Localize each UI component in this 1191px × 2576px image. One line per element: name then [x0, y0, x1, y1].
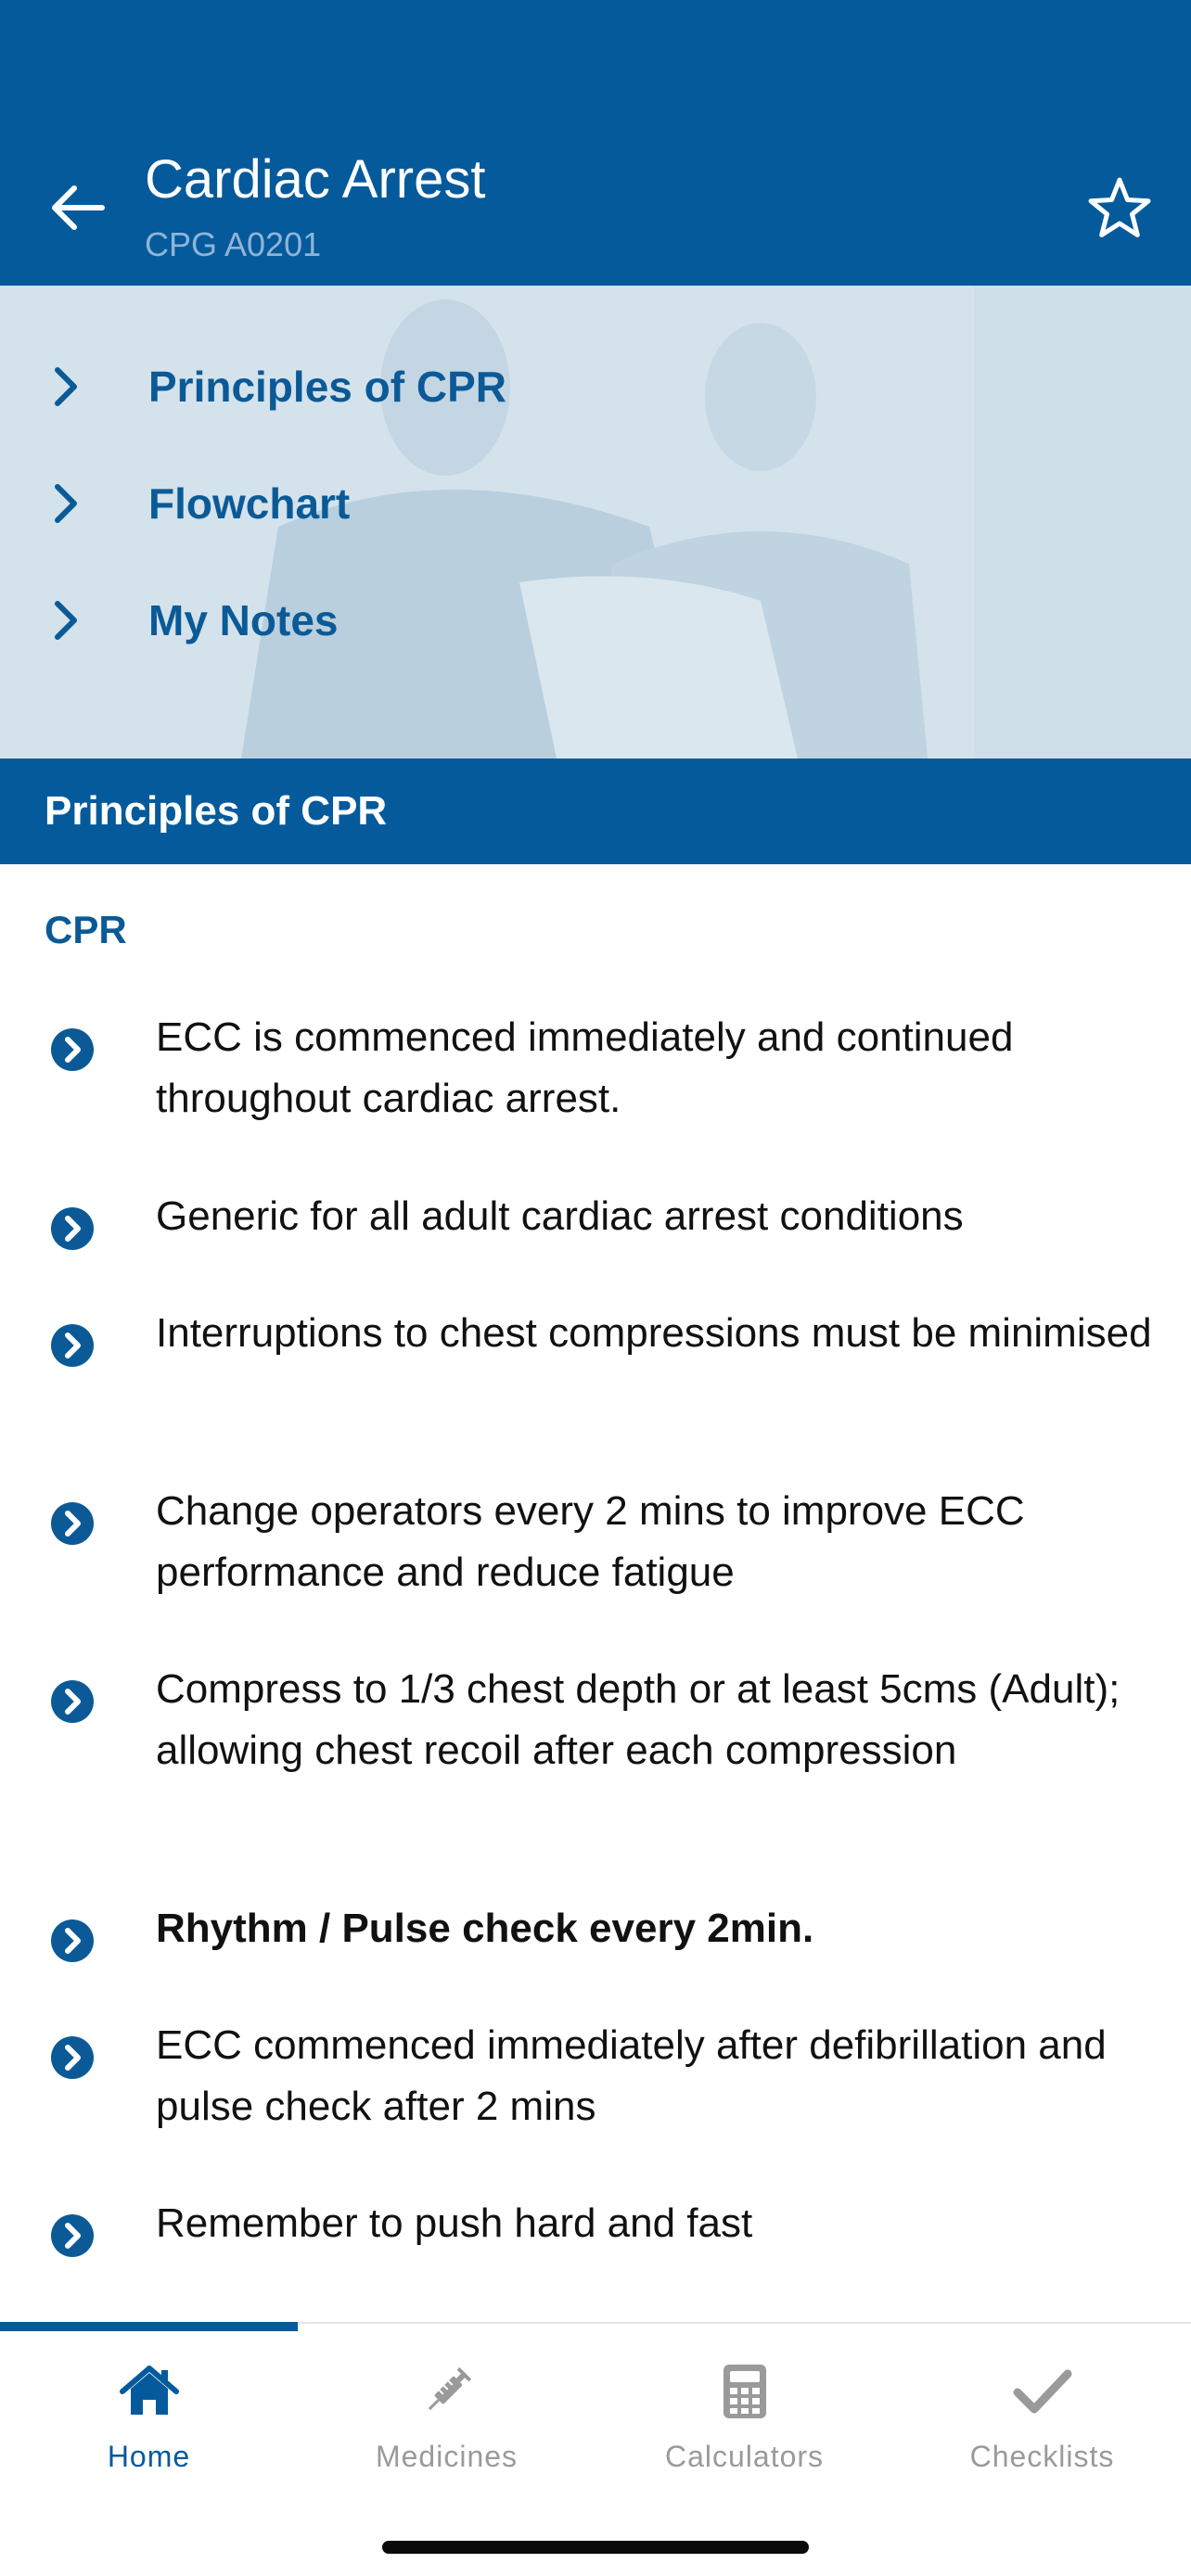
favorite-star-icon[interactable] [1085, 174, 1154, 243]
tab-label: Calculators [664, 2440, 825, 2473]
list-item-text: ECC is commenced immediately and continued throughout cardiac arrest. [156, 1014, 1014, 1121]
list-item-text: ECC commenced immediately after defibrillation and pulse check after 2 mins [156, 2022, 1107, 2129]
content-area[interactable] [0, 864, 1191, 2322]
back-arrow-icon[interactable] [45, 174, 111, 241]
chevron-right-icon [48, 597, 85, 644]
chevron-circle-icon [50, 1323, 95, 1368]
list-item-text: Rhythm / Pulse check every 2min. [156, 1906, 814, 1951]
tab-label: Checklists [969, 2440, 1115, 2473]
home-indicator-bar [382, 2541, 809, 2554]
chevron-circle-icon [50, 1206, 95, 1251]
tab-home[interactable] [0, 2352, 298, 2481]
page-subtitle: CPG A0201 [145, 225, 322, 263]
hero-item-label: Principles of CPR [148, 363, 506, 411]
hero-nav-panel [0, 286, 1191, 759]
list-item-text: Remember to push hard and fast [156, 2200, 753, 2246]
syringe-icon [416, 2361, 478, 2422]
hero-item-label: My Notes [148, 596, 339, 644]
tab-label: Medicines [375, 2440, 519, 2473]
chevron-circle-icon [50, 1679, 95, 1724]
chevron-circle-icon [50, 1027, 95, 1072]
checkmark-icon [1012, 2361, 1073, 2422]
tab-label: Home [107, 2440, 191, 2473]
app-header [0, 0, 1191, 286]
list-item-text: Compress to 1/3 chest depth or at least 5cms (Adult); allowing chest recoil after each compression [156, 1666, 1121, 1773]
chevron-right-icon [48, 363, 85, 410]
hero-item-principles-of-cpr[interactable] [0, 336, 1191, 438]
chevron-circle-icon [50, 1501, 95, 1546]
hero-item-my-notes[interactable] [0, 569, 1191, 671]
chevron-right-icon [48, 480, 85, 527]
chevron-circle-icon [50, 2035, 95, 2080]
hero-item-flowchart[interactable] [0, 453, 1191, 555]
section-title: Principles of CPR [45, 788, 388, 834]
chevron-circle-icon [50, 1919, 95, 1963]
active-tab-indicator [0, 2322, 298, 2331]
bottom-tab-bar [0, 2322, 1191, 2576]
calculator-icon [714, 2361, 775, 2422]
list-item-text: Change operators every 2 mins to improve ECC performance and reduce fatigue [156, 1488, 1025, 1595]
tab-checklists[interactable] [893, 2352, 1191, 2481]
tab-medicines[interactable] [298, 2352, 596, 2481]
page-title: Cardiac Arrest [145, 149, 486, 210]
section-title-bar [0, 759, 1191, 864]
home-icon [119, 2361, 180, 2422]
list-item-text: Generic for all adult cardiac arrest conditions [156, 1193, 964, 1239]
chevron-circle-icon [50, 2213, 95, 2258]
sub-heading: CPR [45, 908, 127, 951]
hero-item-label: Flowchart [148, 479, 351, 528]
list-item-text: Interruptions to chest compressions must be minimised [156, 1310, 1152, 1356]
tab-calculators[interactable] [596, 2352, 893, 2481]
